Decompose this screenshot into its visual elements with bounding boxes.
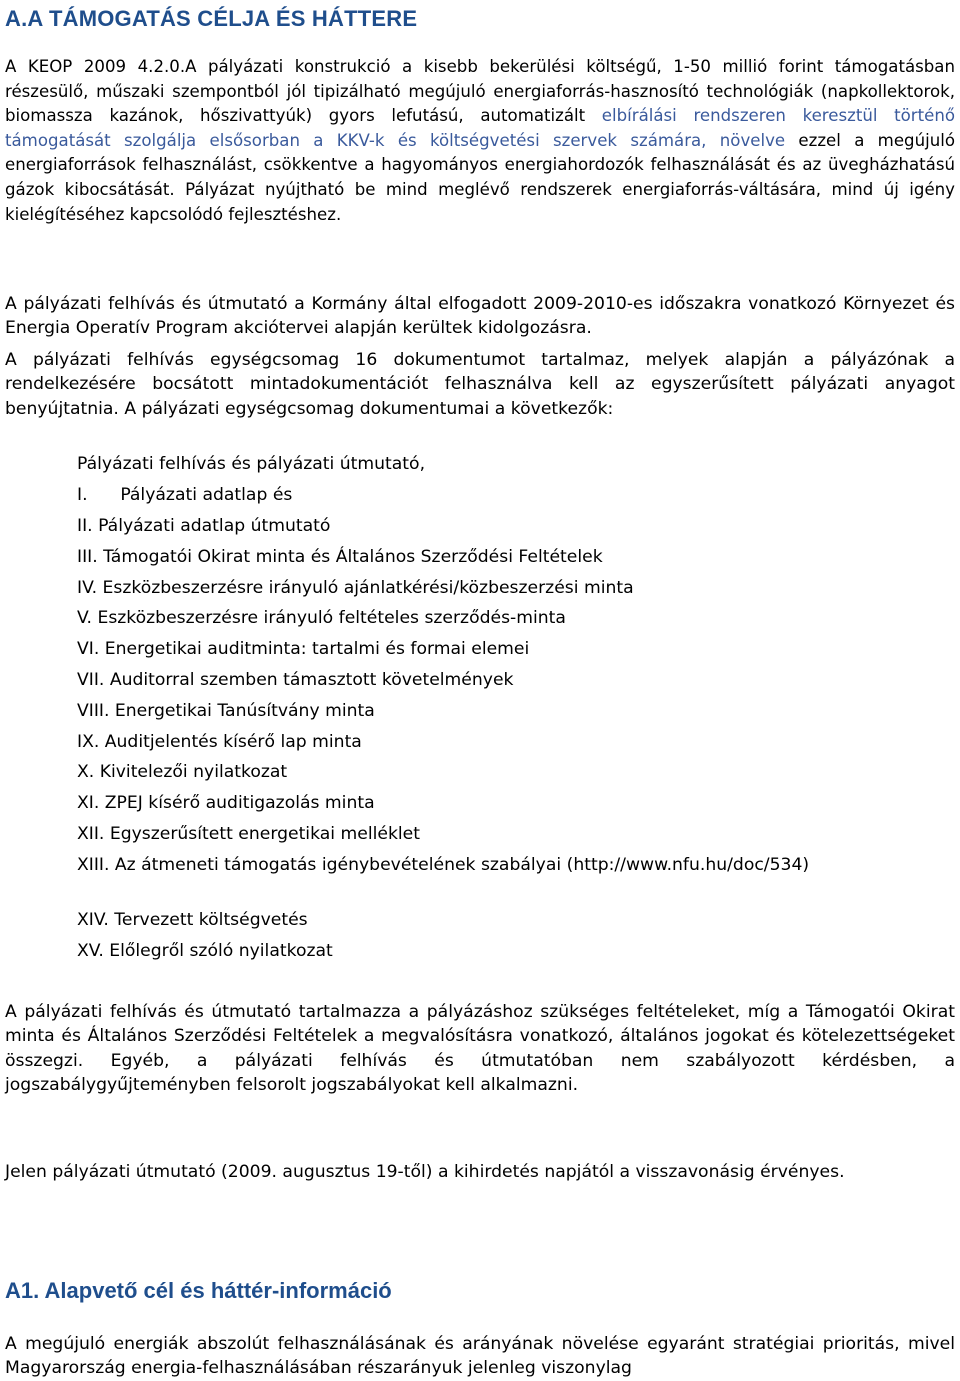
- paragraph-priority: A megújuló energiák abszolút felhasználásának és arányának növelése egyaránt stratégiai prioritás, mivel Magyarország energia-felhasználásában részarányuk jelenleg viszonylag: [5, 1334, 955, 1379]
- list-item: IV. Eszközbeszerzésre irányuló ajánlatkérési/közbeszerzési minta: [77, 578, 634, 598]
- list-item: VI. Energetikai auditminta: tartalmi és formai elemei: [77, 639, 530, 659]
- list-item: XIV. Tervezett költségvetés: [77, 910, 308, 930]
- list-item: VIII. Energetikai Tanúsítvány minta: [77, 701, 375, 721]
- paragraph-validity: Jelen pályázati útmutató (2009. augusztus 19-től) a kihirdetés napjától a visszavonásig érvényes.: [5, 1162, 845, 1182]
- paragraph-package: A pályázati felhívás egységcsomag 16 dokumentumot tartalmaz, melyek alapján a pályázónak a rendelkezésére bocsátott mintadokumentációt felhasználva kell az egyszerűsített pályázati anyagot benyújtatnia. A pályázati egységcsomag dokumentumai a következők:: [5, 350, 955, 419]
- list-item: VII. Auditorral szemben támasztott követelmények: [77, 670, 514, 690]
- list-item: I. Pályázati adatlap és: [77, 485, 293, 505]
- list-item: XIII. Az átmeneti támogatás igénybevételének szabályai (http://www.nfu.hu/doc/534): [77, 855, 810, 875]
- intro-paragraph: [5, 55, 955, 227]
- intro-tail-text: ezzel a megújuló energiaforrások felhasználást, csökkentve a hagyományos energiahordozók felhasználását és az üvegházhatású gázok kibocsátását. Pályázat nyújtható be mind meglévő rendszerek energiaforrás-váltására, mind új igény kielégítéséhez kapcsolódó fejlesztéshez.: [5, 130, 955, 224]
- list-item: Pályázati felhívás és pályázati útmutató,: [77, 454, 426, 474]
- list-item: V. Eszközbeszerzésre irányuló feltételes szerződés-minta: [77, 608, 566, 628]
- list-item: X. Kivitelezői nyilatkozat: [77, 762, 288, 782]
- subsection-heading: A1. Alapvető cél és háttér-információ: [5, 1278, 392, 1303]
- section-heading: A.A TÁMOGATÁS CÉLJA ÉS HÁTTERE: [5, 6, 418, 31]
- list-item: XII. Egyszerűsített energetikai melléklet: [77, 824, 420, 844]
- list-item: XV. Előlegről szóló nyilatkozat: [77, 941, 333, 961]
- paragraph-conditions: A pályázati felhívás és útmutató tartalmazza a pályázáshoz szükséges feltételeket, míg a Támogatói Okirat minta és Általános Szerződési Feltételek a megvalósításra vonatkozó, általános jogokat és kötelezettségeket összegzi. Egyéb, a pályázati felhívás és útmutatóban nem szabályozott kérdésben, a jogszabálygyűjteményben felsorolt jogszabályokat kell alkalmazni.: [5, 1002, 955, 1095]
- paragraph-legal-basis: A pályázati felhívás és útmutató a Kormány által elfogadott 2009-2010-es időszakra vonatkozó Környezet és Energia Operatív Program akciótervei alapján kerültek kidolgozásra.: [5, 294, 955, 339]
- list-item: III. Támogatói Okirat minta és Általános Szerződési Feltételek: [77, 547, 603, 567]
- intro-text: A KEOP 2009 4.2.0.A pályázati konstrukció a kisebb bekerülési költségű, 1-50 millió forint támogatásban részesülő, műszaki szempontból jól tipizálható megújuló energiaforrás-hasznosító technológiák (napkollektorok, biomassza kazánok, hőszivattyúk) gyors lefutású, automatizált: [5, 57, 955, 126]
- list-item: II. Pályázati adatlap útmutató: [77, 516, 331, 536]
- intro-highlight-text: elbírálási rendszeren keresztül történő támogatását szolgálja elsősorban a KKV-k és költségvetési szervek számára, növelve: [5, 106, 955, 150]
- list-item: IX. Auditjelentés kísérő lap minta: [77, 732, 362, 752]
- list-item: XI. ZPEJ kísérő auditigazolás minta: [77, 793, 375, 813]
